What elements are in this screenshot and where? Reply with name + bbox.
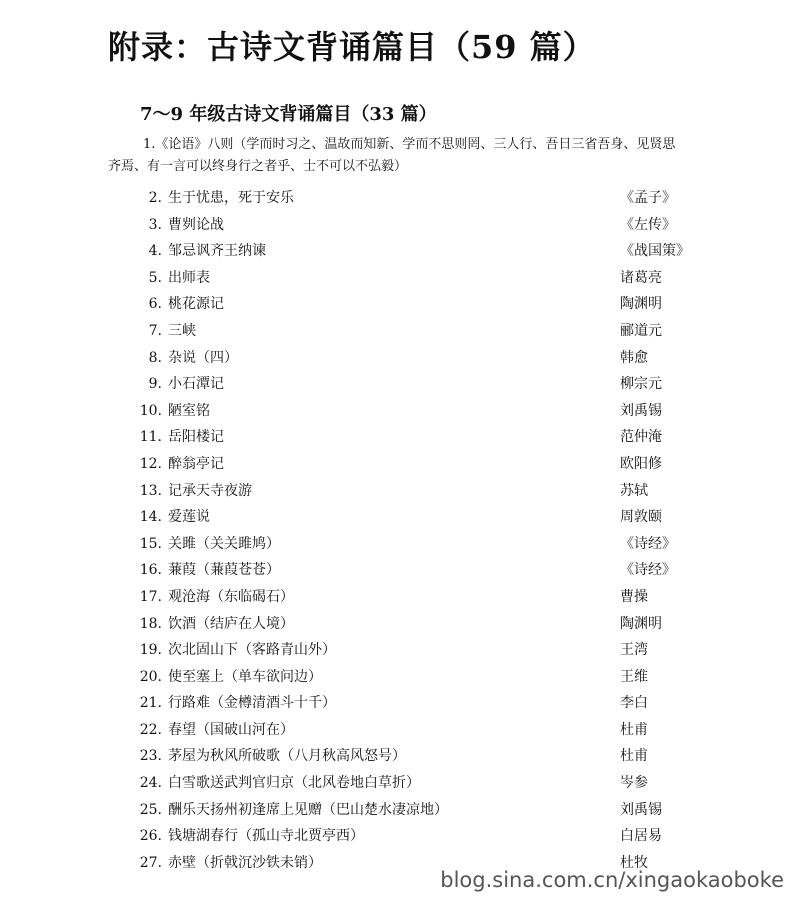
entry-author: 陶渊明	[620, 615, 662, 632]
entry-title: 关雎（关关雎鸠）	[168, 535, 280, 552]
entry-title: 邹忌讽齐王纳谏	[168, 243, 266, 260]
entry-title: 行路难（金樽清酒斗十千）	[168, 695, 336, 712]
list-item	[0, 720, 792, 747]
entry-author: 杜甫	[620, 721, 648, 738]
entry-author: 郦道元	[620, 322, 662, 339]
list-item	[0, 427, 792, 454]
entry-title: 曹刿论战	[168, 216, 224, 233]
entry-number: 17.	[139, 588, 162, 605]
entry-number: 2.	[148, 190, 162, 206]
poem-list	[0, 188, 792, 879]
entry-number: 27.	[139, 854, 162, 871]
list-item	[0, 481, 792, 508]
entry-title: 记承天寺夜游	[168, 482, 252, 499]
entry-title: 春望（国破山河在）	[168, 721, 294, 738]
entry-author: 曹操	[620, 588, 648, 605]
entry-author: 《孟子》	[620, 190, 676, 206]
list-item	[0, 321, 792, 348]
list-item	[0, 215, 792, 242]
entry-number: 18.	[139, 615, 162, 632]
entry-author: 苏轼	[620, 482, 648, 499]
entry-number: 10.	[139, 402, 162, 419]
list-item	[0, 268, 792, 295]
entry-author: 《战国策》	[620, 243, 690, 260]
entry-author: 韩愈	[620, 349, 648, 366]
entry-title: 白雪歌送武判官归京（北风卷地白草折）	[168, 775, 420, 792]
entry-number: 3.	[148, 216, 162, 233]
entry-author: 《左传》	[620, 216, 676, 233]
entry-title: 出师表	[168, 269, 210, 286]
entry-title: 赤壁（折戟沉沙铁未销）	[168, 854, 322, 871]
entry-number: 12.	[139, 455, 162, 472]
entry-title: 观沧海（东临碣石）	[168, 588, 294, 605]
list-item	[0, 454, 792, 481]
entry-number: 20.	[139, 668, 162, 685]
entry-number: 16.	[139, 562, 162, 579]
entry-title: 钱塘湖春行（孤山寺北贾亭西）	[168, 828, 364, 845]
entry-title: 茅屋为秋风所破歌（八月秋高风怒号）	[168, 748, 406, 765]
list-item	[0, 614, 792, 641]
list-item	[0, 188, 792, 215]
entry-title: 次北固山下（客路青山外）	[168, 642, 336, 659]
entry-number: 23.	[139, 748, 162, 765]
entry-number: 4.	[148, 243, 162, 260]
blog-watermark: blog.sina.com.cn/xingaokaoboke	[440, 868, 784, 892]
list-item	[0, 746, 792, 773]
entry-number: 19.	[139, 642, 162, 659]
list-item	[0, 374, 792, 401]
entry-title: 醉翁亭记	[168, 455, 224, 472]
list-item	[0, 693, 792, 720]
list-item	[0, 560, 792, 587]
entry-title: 酬乐天扬州初逢席上见赠（巴山楚水凄凉地）	[168, 801, 448, 818]
entry-author: 诸葛亮	[620, 269, 662, 286]
list-item	[0, 507, 792, 534]
entry-author: 杜甫	[620, 748, 648, 765]
section-subtitle: 7～9 年级古诗文背诵篇目（33 篇）	[140, 104, 437, 125]
entry-number: 15.	[139, 535, 162, 552]
list-item	[0, 640, 792, 667]
list-item	[0, 587, 792, 614]
entry-author: 欧阳修	[620, 455, 662, 472]
entry-title: 桃花源记	[168, 296, 224, 313]
entry-1-lunyu: 1.《论语》八则（学而时习之、温故而知新、学而不思则罔、三人行、吾日三省吾身、见贤思齐焉、有一言可以终身行之者乎、士不可以不弘毅）	[108, 137, 676, 174]
entry-author: 《诗经》	[620, 535, 676, 552]
entry-number: 14.	[139, 509, 162, 526]
entry-author: 刘禹锡	[620, 801, 662, 818]
entry-author: 范仲淹	[620, 429, 662, 446]
entry-author: 杜牧	[620, 854, 648, 871]
entry-author: 李白	[620, 695, 648, 712]
entry-title: 使至塞上（单车欲问边）	[168, 668, 322, 685]
entry-number: 26.	[139, 828, 162, 845]
entry-number: 9.	[148, 376, 162, 393]
entry-number: 5.	[148, 269, 162, 286]
entry-title: 小石潭记	[168, 376, 224, 393]
entry-title: 陋室铭	[168, 402, 210, 419]
list-item	[0, 826, 792, 853]
entry-number: 6.	[148, 296, 162, 313]
entry-title: 杂说（四）	[168, 349, 238, 366]
entry-title: 生于忧患，死于安乐	[168, 190, 294, 206]
list-item	[0, 294, 792, 321]
entry-number: 25.	[139, 801, 162, 818]
entry-author: 周敦颐	[620, 509, 662, 526]
entry-author: 柳宗元	[620, 376, 662, 393]
list-item	[0, 241, 792, 268]
list-item	[0, 800, 792, 827]
entry-title: 饮酒（结庐在人境）	[168, 615, 294, 632]
entry-title: 爱莲说	[168, 509, 210, 526]
entry-title: 三峡	[168, 322, 196, 339]
entry-author: 白居易	[620, 828, 662, 845]
entry-number: 11.	[139, 429, 162, 446]
entry-author: 王湾	[620, 642, 648, 659]
list-item	[0, 667, 792, 694]
page-title: 附录：古诗文背诵篇目（59 篇）	[108, 28, 596, 66]
entry-number: 22.	[139, 721, 162, 738]
entry-number: 21.	[139, 695, 162, 712]
list-item	[0, 773, 792, 800]
entry-number: 8.	[148, 349, 162, 366]
entry-author: 王维	[620, 668, 648, 685]
entry-title: 岳阳楼记	[168, 429, 224, 446]
entry-number: 7.	[148, 322, 162, 339]
entry-author: 刘禹锡	[620, 402, 662, 419]
entry-author: 岑参	[620, 775, 648, 792]
entry-title: 蒹葭（蒹葭苍苍）	[168, 562, 280, 579]
list-item	[0, 348, 792, 375]
list-item	[0, 534, 792, 561]
list-item	[0, 401, 792, 428]
entry-author: 陶渊明	[620, 296, 662, 313]
entry-author: 《诗经》	[620, 562, 676, 579]
entry-number: 24.	[139, 775, 162, 792]
entry-number: 13.	[139, 482, 162, 499]
